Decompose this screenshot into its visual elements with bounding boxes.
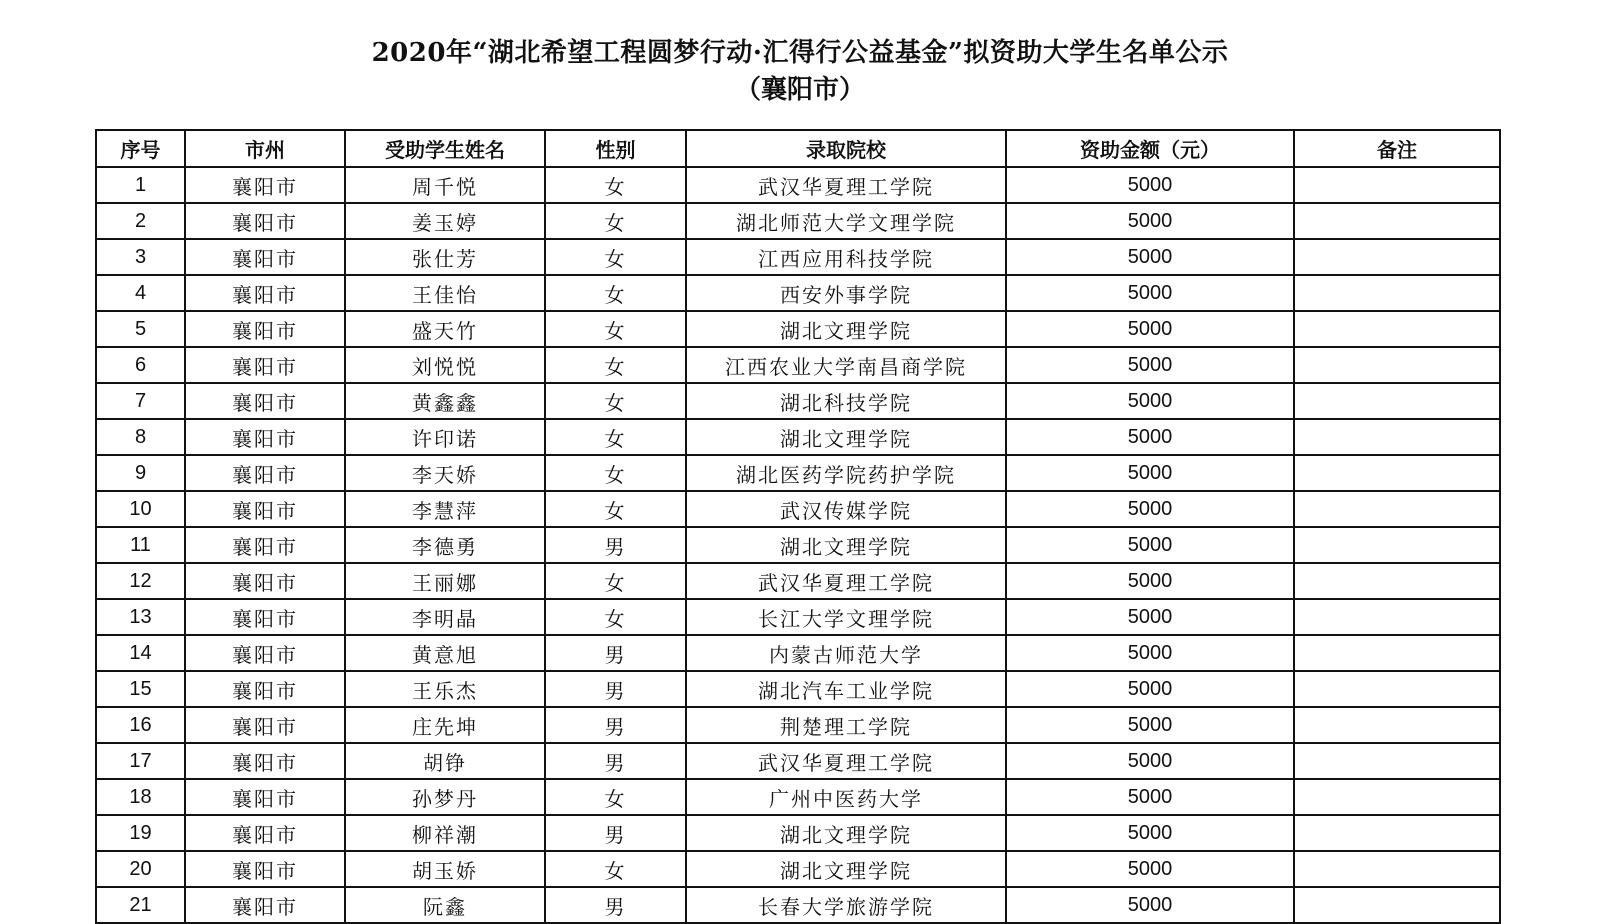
cell-student-name: 李德勇 — [345, 527, 545, 563]
document-title-block — [0, 34, 1600, 108]
header-serial: 序号 — [96, 130, 185, 167]
cell-gender: 男 — [545, 671, 686, 707]
cell-amount: 5000 — [1006, 599, 1294, 635]
cell-student-name: 阮鑫 — [345, 887, 545, 923]
cell-amount: 5000 — [1006, 743, 1294, 779]
cell-student-name: 许印诺 — [345, 419, 545, 455]
cell-amount: 5000 — [1006, 347, 1294, 383]
table-header-row — [96, 130, 1500, 167]
cell-college: 武汉华夏理工学院 — [686, 167, 1006, 203]
cell-gender: 女 — [545, 563, 686, 599]
cell-student-name: 李天娇 — [345, 455, 545, 491]
cell-college: 湖北文理学院 — [686, 851, 1006, 887]
cell-city: 襄阳市 — [185, 563, 345, 599]
cell-city: 襄阳市 — [185, 203, 345, 239]
header-college: 录取院校 — [686, 130, 1006, 167]
cell-remarks — [1294, 203, 1500, 239]
cell-student-name: 黄意旭 — [345, 635, 545, 671]
cell-city: 襄阳市 — [185, 851, 345, 887]
cell-amount: 5000 — [1006, 419, 1294, 455]
cell-city: 襄阳市 — [185, 383, 345, 419]
cell-student-name: 王佳怡 — [345, 275, 545, 311]
cell-amount: 5000 — [1006, 455, 1294, 491]
cell-city: 襄阳市 — [185, 275, 345, 311]
table-row — [96, 491, 1500, 527]
table-row — [96, 635, 1500, 671]
cell-city: 襄阳市 — [185, 743, 345, 779]
cell-remarks — [1294, 383, 1500, 419]
cell-serial: 12 — [96, 563, 185, 599]
cell-remarks — [1294, 851, 1500, 887]
cell-gender: 女 — [545, 779, 686, 815]
cell-college: 广州中医药大学 — [686, 779, 1006, 815]
cell-city: 襄阳市 — [185, 707, 345, 743]
cell-amount: 5000 — [1006, 707, 1294, 743]
cell-gender: 女 — [545, 383, 686, 419]
cell-student-name: 王丽娜 — [345, 563, 545, 599]
table-row — [96, 815, 1500, 851]
cell-gender: 女 — [545, 311, 686, 347]
cell-gender: 男 — [545, 527, 686, 563]
cell-gender: 女 — [545, 491, 686, 527]
cell-college: 长春大学旅游学院 — [686, 887, 1006, 923]
cell-city: 襄阳市 — [185, 167, 345, 203]
recipient-table — [95, 129, 1501, 924]
cell-amount: 5000 — [1006, 491, 1294, 527]
header-student-name: 受助学生姓名 — [345, 130, 545, 167]
cell-city: 襄阳市 — [185, 455, 345, 491]
cell-remarks — [1294, 599, 1500, 635]
cell-student-name: 孙梦丹 — [345, 779, 545, 815]
cell-serial: 5 — [96, 311, 185, 347]
cell-college: 湖北文理学院 — [686, 527, 1006, 563]
header-remarks: 备注 — [1294, 130, 1500, 167]
cell-city: 襄阳市 — [185, 671, 345, 707]
cell-serial: 4 — [96, 275, 185, 311]
cell-amount: 5000 — [1006, 563, 1294, 599]
cell-college: 西安外事学院 — [686, 275, 1006, 311]
table-row — [96, 851, 1500, 887]
cell-gender: 男 — [545, 635, 686, 671]
cell-college: 武汉华夏理工学院 — [686, 563, 1006, 599]
cell-serial: 10 — [96, 491, 185, 527]
table-row — [96, 779, 1500, 815]
cell-college: 湖北医药学院药护学院 — [686, 455, 1006, 491]
cell-serial: 6 — [96, 347, 185, 383]
cell-gender: 女 — [545, 239, 686, 275]
cell-gender: 男 — [545, 743, 686, 779]
cell-remarks — [1294, 743, 1500, 779]
cell-gender: 女 — [545, 851, 686, 887]
cell-student-name: 刘悦悦 — [345, 347, 545, 383]
table-row — [96, 563, 1500, 599]
cell-remarks — [1294, 671, 1500, 707]
cell-remarks — [1294, 527, 1500, 563]
cell-remarks — [1294, 167, 1500, 203]
cell-amount: 5000 — [1006, 167, 1294, 203]
cell-amount: 5000 — [1006, 383, 1294, 419]
cell-college: 武汉华夏理工学院 — [686, 743, 1006, 779]
cell-gender: 女 — [545, 203, 686, 239]
cell-student-name: 姜玉婷 — [345, 203, 545, 239]
table-row — [96, 887, 1500, 923]
table-row — [96, 383, 1500, 419]
table-row — [96, 419, 1500, 455]
cell-amount: 5000 — [1006, 851, 1294, 887]
cell-amount: 5000 — [1006, 239, 1294, 275]
cell-remarks — [1294, 455, 1500, 491]
cell-amount: 5000 — [1006, 275, 1294, 311]
cell-remarks — [1294, 707, 1500, 743]
cell-serial: 8 — [96, 419, 185, 455]
cell-college: 江西农业大学南昌商学院 — [686, 347, 1006, 383]
cell-city: 襄阳市 — [185, 491, 345, 527]
cell-amount: 5000 — [1006, 815, 1294, 851]
cell-remarks — [1294, 563, 1500, 599]
cell-gender: 女 — [545, 167, 686, 203]
table-row — [96, 239, 1500, 275]
table-row — [96, 599, 1500, 635]
cell-remarks — [1294, 419, 1500, 455]
table-row — [96, 707, 1500, 743]
cell-city: 襄阳市 — [185, 419, 345, 455]
table-row — [96, 347, 1500, 383]
document-title: 2020年“湖北希望工程圆梦行动·汇得行公益基金”拟资助大学生名单公示 — [371, 38, 1229, 68]
cell-student-name: 庄先坤 — [345, 707, 545, 743]
table-row — [96, 743, 1500, 779]
table-row — [96, 311, 1500, 347]
cell-remarks — [1294, 887, 1500, 923]
table-row — [96, 671, 1500, 707]
cell-student-name: 王乐杰 — [345, 671, 545, 707]
cell-amount: 5000 — [1006, 311, 1294, 347]
cell-remarks — [1294, 635, 1500, 671]
cell-college: 湖北文理学院 — [686, 419, 1006, 455]
cell-gender: 男 — [545, 887, 686, 923]
cell-college: 湖北汽车工业学院 — [686, 671, 1006, 707]
cell-serial: 20 — [96, 851, 185, 887]
table-row — [96, 203, 1500, 239]
cell-serial: 11 — [96, 527, 185, 563]
cell-serial: 14 — [96, 635, 185, 671]
cell-amount: 5000 — [1006, 671, 1294, 707]
cell-serial: 7 — [96, 383, 185, 419]
cell-serial: 15 — [96, 671, 185, 707]
cell-student-name: 柳祥潮 — [345, 815, 545, 851]
cell-serial: 21 — [96, 887, 185, 923]
cell-serial: 3 — [96, 239, 185, 275]
header-gender: 性别 — [545, 130, 686, 167]
cell-student-name: 李明晶 — [345, 599, 545, 635]
cell-city: 襄阳市 — [185, 887, 345, 923]
document-subtitle: （襄阳市） — [734, 75, 865, 105]
cell-college: 湖北科技学院 — [686, 383, 1006, 419]
table-row — [96, 275, 1500, 311]
header-city: 市州 — [185, 130, 345, 167]
cell-remarks — [1294, 491, 1500, 527]
cell-serial: 2 — [96, 203, 185, 239]
cell-serial: 13 — [96, 599, 185, 635]
header-amount: 资助金额（元） — [1006, 130, 1294, 167]
cell-city: 襄阳市 — [185, 599, 345, 635]
cell-student-name: 周千悦 — [345, 167, 545, 203]
cell-amount: 5000 — [1006, 779, 1294, 815]
cell-serial: 17 — [96, 743, 185, 779]
cell-college: 内蒙古师范大学 — [686, 635, 1006, 671]
cell-gender: 男 — [545, 707, 686, 743]
cell-student-name: 黄鑫鑫 — [345, 383, 545, 419]
table-row — [96, 167, 1500, 203]
cell-student-name: 李慧萍 — [345, 491, 545, 527]
cell-student-name: 胡玉娇 — [345, 851, 545, 887]
cell-student-name: 胡铮 — [345, 743, 545, 779]
recipient-table-container — [95, 129, 1499, 924]
cell-city: 襄阳市 — [185, 311, 345, 347]
cell-serial: 1 — [96, 167, 185, 203]
cell-college: 武汉传媒学院 — [686, 491, 1006, 527]
cell-amount: 5000 — [1006, 635, 1294, 671]
cell-serial: 18 — [96, 779, 185, 815]
cell-college: 湖北师范大学文理学院 — [686, 203, 1006, 239]
cell-remarks — [1294, 347, 1500, 383]
cell-city: 襄阳市 — [185, 527, 345, 563]
cell-amount: 5000 — [1006, 527, 1294, 563]
cell-college: 江西应用科技学院 — [686, 239, 1006, 275]
cell-gender: 女 — [545, 419, 686, 455]
cell-amount: 5000 — [1006, 887, 1294, 923]
cell-remarks — [1294, 779, 1500, 815]
cell-city: 襄阳市 — [185, 347, 345, 383]
cell-amount: 5000 — [1006, 203, 1294, 239]
cell-gender: 女 — [545, 599, 686, 635]
cell-city: 襄阳市 — [185, 815, 345, 851]
cell-remarks — [1294, 239, 1500, 275]
cell-city: 襄阳市 — [185, 635, 345, 671]
cell-college: 荆楚理工学院 — [686, 707, 1006, 743]
cell-college: 长江大学文理学院 — [686, 599, 1006, 635]
cell-gender: 女 — [545, 275, 686, 311]
cell-college: 湖北文理学院 — [686, 311, 1006, 347]
cell-city: 襄阳市 — [185, 779, 345, 815]
cell-serial: 16 — [96, 707, 185, 743]
cell-gender: 女 — [545, 347, 686, 383]
table-row — [96, 455, 1500, 491]
cell-city: 襄阳市 — [185, 239, 345, 275]
table-body — [96, 167, 1500, 923]
cell-remarks — [1294, 815, 1500, 851]
cell-remarks — [1294, 275, 1500, 311]
cell-remarks — [1294, 311, 1500, 347]
cell-student-name: 张仕芳 — [345, 239, 545, 275]
cell-serial: 9 — [96, 455, 185, 491]
cell-gender: 男 — [545, 815, 686, 851]
cell-student-name: 盛天竹 — [345, 311, 545, 347]
cell-serial: 19 — [96, 815, 185, 851]
table-row — [96, 527, 1500, 563]
cell-gender: 女 — [545, 455, 686, 491]
cell-college: 湖北文理学院 — [686, 815, 1006, 851]
